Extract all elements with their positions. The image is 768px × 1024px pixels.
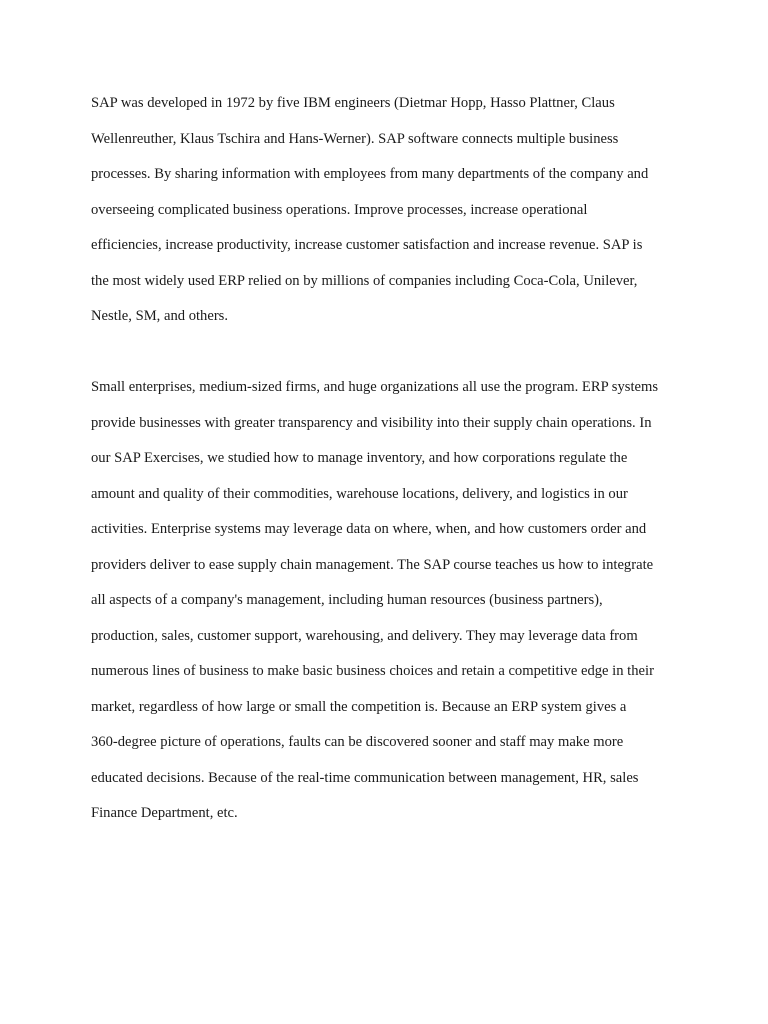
text-line: SAP was developed in 1972 by five IBM engineers (Dietmar Hopp, Hasso Plattner, Claus [91, 95, 615, 111]
text-line: amount and quality of their commodities, warehouse locations, delivery, and logistics in our [91, 485, 628, 502]
text-line: all aspects of a company's management, including human resources (business partners), [91, 592, 603, 608]
text-line: educated decisions. Because of the real-time communication between management, HR, sales [91, 769, 639, 786]
text-line: activities. Enterprise systems may leverage data on where, when, and how customers order and [91, 521, 647, 537]
text-line: numerous lines of business to make basic business choices and retain a competitive edge in their [91, 663, 654, 679]
text-line: processes. By sharing information with employees from many departments of the company and [91, 166, 649, 182]
text-line: Small enterprises, medium-sized firms, and huge organizations all use the program. ERP systems [91, 379, 659, 395]
text-line: Finance Department, etc. [91, 805, 238, 821]
text-line: production, sales, customer support, warehousing, and delivery. They may leverage data from [91, 627, 638, 644]
text-line: the most widely used ERP relied on by millions of companies including Coca-Cola, Unilever, [91, 272, 638, 289]
text-line: our SAP Exercises, we studied how to manage inventory, and how corporations regulate the [91, 450, 628, 466]
text-line: providers deliver to ease supply chain management. The SAP course teaches us how to integrate [91, 556, 654, 573]
text-line: Nestle, SM, and others. [91, 308, 229, 324]
text-line: market, regardless of how large or small the competition is. Because an ERP system gives a [91, 698, 627, 715]
text-line: overseeing complicated business operations. Improve processes, increase operational [91, 201, 588, 218]
paragraph-erp-usage [91, 377, 691, 839]
text-line: 360-degree picture of operations, faults can be discovered sooner and staff may make more [91, 734, 624, 750]
text-line: efficiencies, increase productivity, increase customer satisfaction and increase revenue. SAP is [91, 237, 643, 253]
paragraph-sap-history [91, 93, 691, 342]
text-line: Wellenreuther, Klaus Tschira and Hans-Werner). SAP software connects multiple business [91, 130, 619, 147]
text-line: provide businesses with greater transparency and visibility into their supply chain operations. In [91, 414, 652, 431]
